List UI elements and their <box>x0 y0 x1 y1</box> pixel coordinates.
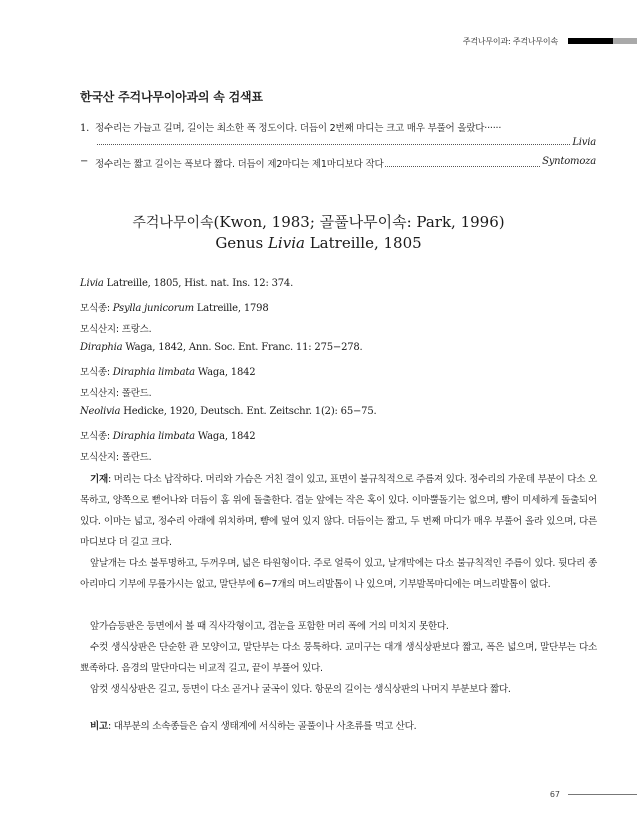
genus-prefix: Genus <box>215 234 268 252</box>
label: 모식종: <box>80 303 113 314</box>
description-paragraph <box>80 616 597 637</box>
synonym-line <box>80 449 151 463</box>
genus-author: Latreille, 1805 <box>304 234 422 252</box>
paragraph-text: : 대부분의 소속종들은 습지 생태계에 서식하는 골풀이나 사초류를 먹고 산다. <box>107 721 417 732</box>
taxon-name: Psylla junicorum <box>112 303 194 314</box>
taxon-name: Diraphia limbata <box>112 367 195 378</box>
remarks-paragraph <box>80 716 597 737</box>
key-couplet-2 <box>80 156 596 170</box>
key-text: 정수리는 가늘고 길며, 길이는 최소한 폭 정도이다. 더듬이 2번째 마디는 크고 매우 부풀어 올랐다······ <box>95 123 502 134</box>
description-paragraph <box>80 553 597 595</box>
section-title-authors: (Kwon, 1983; 골풀나무이속: Park, 1996) <box>213 213 505 231</box>
key-marker: 1. <box>80 123 90 134</box>
key-marker: − <box>80 156 89 167</box>
leader-dots <box>97 143 570 145</box>
label: 모식종: <box>80 431 113 442</box>
synonym-line <box>80 321 151 335</box>
description-paragraph <box>80 679 597 700</box>
section-title-korean: 주걱나무이속 <box>132 215 214 231</box>
page-number: 67 <box>549 790 560 799</box>
taxon-name: Neolivia <box>80 406 121 417</box>
header-bar-dark <box>568 38 613 44</box>
synonym-line <box>80 300 268 314</box>
taxon-name: Diraphia limbata <box>112 431 195 442</box>
citation: Latreille, 1805, Hist. nat. Ins. 12: 374. <box>103 278 294 289</box>
paragraph-text: 앞날개는 다소 불투명하고, 두꺼우며, 넓은 타원형이다. 주로 얼룩이 있고, 날개막에는 다소 불규칙적인 주름이 있다. 뒷다리 종아리마디 기부에 무릎가시는 없고, 말단부에 6−7개의 며느리발톱이 나 있으며, 기부발목마디에는 며느리발톱이 없다. <box>80 558 597 590</box>
synonym-line <box>80 385 151 399</box>
taxon-name: Diraphia <box>80 342 123 353</box>
key-couplet-1-result <box>80 137 596 148</box>
paragraph-text: 암컷 생식상판은 길고, 등면이 다소 곧거나 굴곡이 있다. 항문의 길이는 생식상판의 나머지 부분보다 짧다. <box>90 684 511 695</box>
taxon-name: Livia <box>80 278 104 289</box>
header-bar-light <box>613 38 637 44</box>
citation: Waga, 1842 <box>194 431 256 442</box>
key-result-genus: Livia <box>572 137 596 148</box>
key-title: 한국산 주걱나무이아과의 속 검색표 <box>80 90 263 104</box>
label: 모식종: <box>80 367 113 378</box>
key-couplet-1 <box>80 120 596 134</box>
citation: Waga, 1842, Ann. Soc. Ent. Franc. 11: 275−278. <box>122 342 363 353</box>
description-paragraph <box>80 469 597 553</box>
paragraph-text: 앞가슴등판은 등면에서 볼 때 직사각형이고, 겹눈을 포함한 머리 폭에 거의 미치지 못한다. <box>90 621 449 632</box>
synonym-line <box>80 428 255 442</box>
section-title <box>0 211 637 232</box>
synonym-line <box>80 278 293 289</box>
synonym-line <box>80 364 255 378</box>
genus-title <box>0 234 637 252</box>
description-paragraph <box>80 637 597 679</box>
running-title: 주걱나무이과: 주걱나무이속 <box>462 36 558 46</box>
label: 모식산지: 프랑스. <box>80 324 152 335</box>
paragraph-text: 수컷 생식상판은 단순한 관 모양이고, 말단부는 다소 뭉툭하다. 교미구는 대개 생식상판보다 짧고, 폭은 넓으며, 말단부는 다소 뾰족하다. 음경의 말단마디는 비교적 길고, 끝이 부풀어 있다. <box>80 642 597 674</box>
description-label: 기재 <box>90 474 108 485</box>
leader-dots <box>385 165 540 167</box>
synonym-line <box>80 406 376 417</box>
label: 모식산지: 폴란드. <box>80 452 152 463</box>
remarks-label: 비고 <box>90 721 108 732</box>
label: 모식산지: 폴란드. <box>80 388 152 399</box>
footer-rule <box>568 794 637 795</box>
key-text: 정수리는 짧고 길이는 폭보다 짧다. 더듬이 제2마디는 제1마디보다 작다 <box>95 159 384 170</box>
page-footer <box>550 790 637 799</box>
paragraph-text: : 머리는 다소 납작하다. 머리와 가슴은 거친 결이 있고, 표면이 불규칙적으로 주름져 있다. 정수리의 가운데 부분이 다소 오목하고, 양쪽으로 뻗어나와 더듬이 홈 위에 돌출한다. 겹눈 앞에는 작은 혹이 있다. 이마뿔돌기는 없으며, 뺨이 미세하게 돌출되어 있다. 이마는 넓고, 정수리 아래에 위치하며, 뺨에 덮여 있지 않다. 더듬이는 짧고, 두 번째 마디가 매우 부풀어 올라 있으며, 다른 마디보다 더 길고 크다. <box>80 474 597 548</box>
running-header <box>463 36 637 46</box>
citation: Latreille, 1798 <box>193 303 269 314</box>
citation: Hedicke, 1920, Deutsch. Ent. Zeitschr. 1(2): 65−75. <box>120 406 377 417</box>
key-result-genus: Syntomoza <box>542 156 596 167</box>
genus-name: Livia <box>267 234 305 252</box>
synonym-line <box>80 342 363 353</box>
citation: Waga, 1842 <box>194 367 256 378</box>
